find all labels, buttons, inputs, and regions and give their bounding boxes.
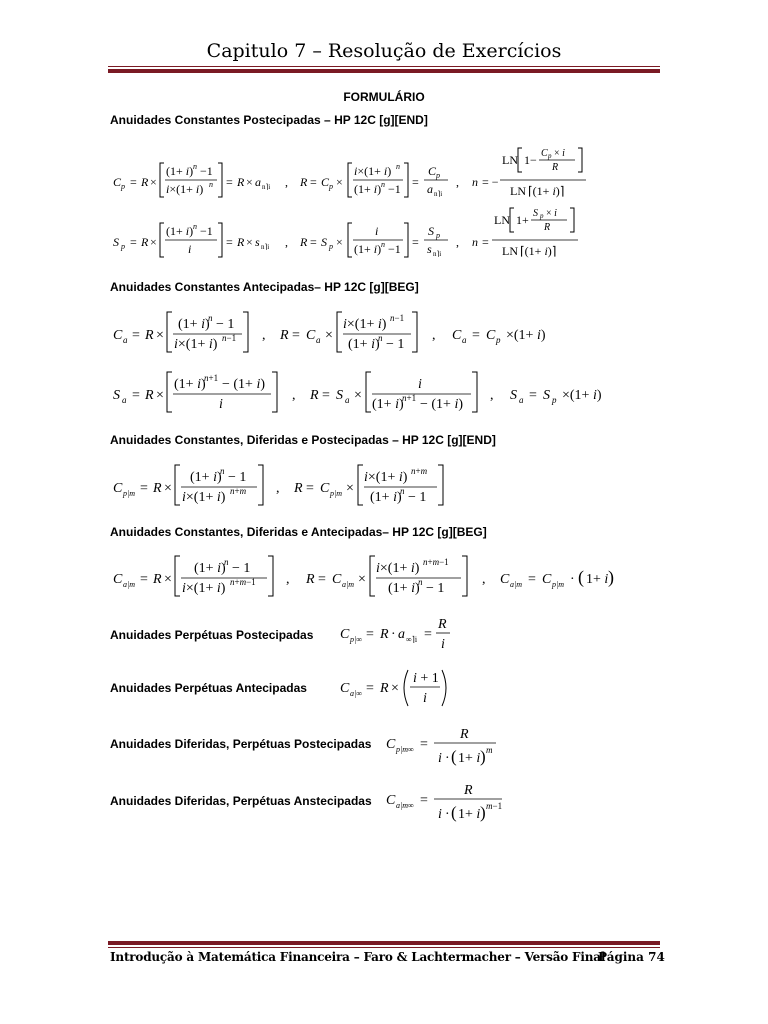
svg-text:×: × xyxy=(156,328,164,343)
svg-text:=: = xyxy=(132,328,140,343)
svg-text:1−: 1− xyxy=(524,153,537,167)
svg-text:R: R xyxy=(141,235,149,249)
svg-text:R: R xyxy=(306,572,315,587)
svg-text:n+m−1: n+m−1 xyxy=(423,557,449,567)
svg-text:,: , xyxy=(456,175,459,189)
header-rule-thick xyxy=(108,69,660,73)
formula-antecipadas-present-value xyxy=(110,308,670,358)
svg-text:LN: LN xyxy=(510,184,526,198)
svg-text:R: R xyxy=(141,175,149,189)
svg-text:=: = xyxy=(420,793,428,808)
svg-text:i×(1+ i): i×(1+ i) xyxy=(182,490,226,505)
svg-text:R: R xyxy=(237,235,245,249)
svg-text:− 1: − 1 xyxy=(216,317,235,332)
svg-text:n: n xyxy=(209,180,213,189)
svg-text:R: R xyxy=(460,727,469,742)
svg-text:C: C xyxy=(386,793,396,808)
svg-text:C: C xyxy=(340,681,350,696)
svg-text:p: p xyxy=(329,242,333,251)
svg-text:×: × xyxy=(358,572,366,587)
section-antecipadas: Anuidades Constantes Antecipadas– HP 12C [g][BEG] xyxy=(110,280,419,294)
svg-text:n: n xyxy=(472,235,478,249)
svg-text:=: = xyxy=(306,481,314,496)
svg-text:n: n xyxy=(193,162,197,171)
svg-text:(1+ i): (1+ i) xyxy=(372,397,404,412)
svg-text:,: , xyxy=(482,572,486,587)
svg-text:S: S xyxy=(533,208,538,219)
svg-text:a|m∞: a|m∞ xyxy=(396,801,414,810)
svg-text:− (1+ i): − (1+ i) xyxy=(420,397,464,412)
svg-text:C: C xyxy=(500,572,510,587)
svg-text:=: = xyxy=(226,175,233,189)
svg-text:−1: −1 xyxy=(388,242,401,256)
svg-text:(1+ i): (1+ i) xyxy=(354,182,382,196)
svg-text:=: = xyxy=(482,235,489,249)
svg-text:×(1+ i): ×(1+ i) xyxy=(562,388,602,403)
svg-text:R: R xyxy=(153,481,162,496)
formula-perpetuas-antecipadas xyxy=(338,666,478,710)
svg-text:(: ( xyxy=(578,567,584,587)
svg-text:(: ( xyxy=(451,803,457,822)
svg-text:(1+ i): (1+ i) xyxy=(370,490,402,505)
svg-text:a: a xyxy=(462,335,467,345)
svg-text:C: C xyxy=(340,627,350,642)
svg-text:s: s xyxy=(427,242,432,256)
svg-text:,: , xyxy=(432,328,436,343)
svg-text:× i: × i xyxy=(546,208,557,219)
svg-text:n+1: n+1 xyxy=(204,373,219,383)
svg-text:= −: = − xyxy=(482,175,499,189)
svg-text:=: = xyxy=(412,175,419,189)
formula-diferidas-perpetuas-antecipadas xyxy=(384,778,534,826)
svg-text:C: C xyxy=(321,175,330,189)
svg-text:p: p xyxy=(496,335,501,345)
svg-text:n: n xyxy=(400,486,405,496)
svg-text:a|m: a|m xyxy=(342,580,354,589)
svg-text:a: a xyxy=(398,627,405,642)
svg-text:C: C xyxy=(386,737,396,752)
section-diferidas-antecipadas: Anuidades Constantes, Diferidas e Antecipadas– HP 12C [g][BEG] xyxy=(110,525,487,539)
svg-text:i×(1+ i): i×(1+ i) xyxy=(166,182,204,196)
svg-text:n: n xyxy=(418,577,423,587)
svg-text:,: , xyxy=(276,481,280,496)
svg-text:(1+ i): (1+ i) xyxy=(194,561,226,576)
svg-text:i×(1+ i): i×(1+ i) xyxy=(364,470,408,485)
svg-text:=: = xyxy=(424,627,432,642)
svg-text:·: · xyxy=(445,807,450,822)
svg-text:p: p xyxy=(552,395,557,405)
svg-text:(: ( xyxy=(451,747,457,766)
svg-text:n+m−1: n+m−1 xyxy=(230,577,256,587)
svg-text:,: , xyxy=(285,235,288,249)
footer-rule-thick xyxy=(108,941,660,945)
svg-text:×: × xyxy=(246,235,253,249)
svg-text:C: C xyxy=(452,328,462,343)
svg-text:LN: LN xyxy=(494,213,510,227)
svg-text:⌈(1+ i)⌉: ⌈(1+ i)⌉ xyxy=(528,184,565,198)
svg-text:(1+ i): (1+ i) xyxy=(166,164,194,178)
svg-text:×: × xyxy=(336,175,343,189)
svg-text:p|m∞: p|m∞ xyxy=(396,745,414,754)
svg-text:i: i xyxy=(188,242,192,256)
svg-text:,: , xyxy=(262,328,266,343)
section-diferidas-perpetuas-antecipadas: Anuidades Diferidas, Perpétuas Anstecipadas xyxy=(110,794,372,808)
section-perpetuas-postecipadas: Anuidades Perpétuas Postecipadas xyxy=(110,628,314,642)
svg-text:n: n xyxy=(220,466,225,476)
section-diferidas-postecipadas: Anuidades Constantes, Diferidas e Postecipadas – HP 12C [g][END] xyxy=(110,433,496,447)
svg-text:=: = xyxy=(130,235,137,249)
svg-text:C: C xyxy=(332,572,342,587)
svg-text:·: · xyxy=(445,751,450,766)
svg-text:n+m: n+m xyxy=(230,486,247,496)
svg-text:n−1: n−1 xyxy=(222,333,237,343)
svg-text:S: S xyxy=(321,235,327,249)
formula-diferidas-perpetuas-postecipadas xyxy=(384,722,524,770)
svg-text:LN: LN xyxy=(502,244,518,258)
footer-book-title: Introdução à Matemática Financeira – Faro & Lachtermacher – Versão Final xyxy=(110,950,606,964)
svg-text:=: = xyxy=(140,481,148,496)
svg-text:(1+ i): (1+ i) xyxy=(174,377,206,392)
svg-text:(1+ i): (1+ i) xyxy=(348,337,380,352)
svg-text:=: = xyxy=(132,388,140,403)
svg-text:n: n xyxy=(381,240,385,249)
svg-text:∞⌉i: ∞⌉i xyxy=(406,635,418,644)
svg-text:n+1: n+1 xyxy=(402,393,417,403)
svg-text:×: × xyxy=(150,175,157,189)
svg-text:C: C xyxy=(428,164,437,178)
svg-text:n: n xyxy=(193,222,197,231)
svg-text:i×(1+ i): i×(1+ i) xyxy=(174,337,218,352)
svg-text:a|m: a|m xyxy=(510,580,522,589)
svg-text:LN: LN xyxy=(502,153,518,167)
svg-text:×: × xyxy=(336,235,343,249)
svg-text:=: = xyxy=(472,328,480,343)
svg-text:C: C xyxy=(306,328,316,343)
svg-text:i: i xyxy=(438,751,442,766)
svg-text:): ) xyxy=(480,803,486,822)
svg-text:(1+ i): (1+ i) xyxy=(190,470,222,485)
svg-text:=: = xyxy=(420,737,428,752)
svg-text:i + 1: i + 1 xyxy=(413,671,439,686)
svg-text:a: a xyxy=(345,395,350,405)
svg-text:−1: −1 xyxy=(200,224,213,238)
svg-text:p|m: p|m xyxy=(123,489,135,498)
svg-text:R: R xyxy=(300,235,308,249)
svg-text:): ) xyxy=(480,747,486,766)
svg-text:S: S xyxy=(510,388,517,403)
svg-text:a: a xyxy=(255,175,261,189)
svg-text:R: R xyxy=(153,572,162,587)
svg-text:=: = xyxy=(366,627,374,642)
svg-text:1+ i: 1+ i xyxy=(458,751,481,766)
svg-text:×: × xyxy=(346,481,354,496)
svg-text:R: R xyxy=(464,783,473,798)
svg-text:(1+ i): (1+ i) xyxy=(166,224,194,238)
svg-text:×: × xyxy=(325,328,333,343)
svg-text:S: S xyxy=(113,388,120,403)
section-postecipadas: Anuidades Constantes Postecipadas – HP 12C [g][END] xyxy=(110,113,428,127)
svg-text:×: × xyxy=(156,388,164,403)
formula-postecipadas-future-value xyxy=(110,204,670,266)
svg-text:n⌉i: n⌉i xyxy=(433,250,442,258)
svg-text:=: = xyxy=(322,388,330,403)
svg-text:a: a xyxy=(519,395,524,405)
svg-text:×: × xyxy=(246,175,253,189)
svg-text:C: C xyxy=(542,572,552,587)
svg-text:·: · xyxy=(570,572,575,587)
svg-text:n: n xyxy=(208,313,213,323)
svg-text:p|m: p|m xyxy=(552,580,564,589)
svg-text:R: R xyxy=(280,328,289,343)
svg-text:i×(1+ i): i×(1+ i) xyxy=(354,164,392,178)
svg-text:C: C xyxy=(113,481,123,496)
svg-text:1+ i: 1+ i xyxy=(458,807,481,822)
svg-text:n⌉i: n⌉i xyxy=(434,190,443,198)
svg-text:i: i xyxy=(423,691,427,706)
formula-antecipadas-future-value xyxy=(110,368,670,418)
svg-text:a: a xyxy=(123,335,128,345)
svg-text:S: S xyxy=(336,388,343,403)
svg-text:n: n xyxy=(378,333,383,343)
svg-text:C: C xyxy=(486,328,496,343)
svg-text:i: i xyxy=(219,397,223,412)
svg-text:,: , xyxy=(286,572,290,587)
svg-text:): ) xyxy=(608,567,614,587)
svg-text:R: R xyxy=(552,162,559,173)
svg-text:R: R xyxy=(300,175,308,189)
svg-text:=: = xyxy=(528,572,536,587)
svg-text:− 1: − 1 xyxy=(408,490,427,505)
svg-text:− 1: − 1 xyxy=(232,561,251,576)
svg-text:=: = xyxy=(226,235,233,249)
svg-text:i×(1+ i): i×(1+ i) xyxy=(182,581,226,596)
formula-perpetuas-postecipadas xyxy=(338,612,478,656)
svg-text:,: , xyxy=(456,235,459,249)
svg-text:,: , xyxy=(285,175,288,189)
svg-text:R: R xyxy=(310,388,319,403)
formulario-heading: FORMULÁRIO xyxy=(343,90,425,104)
svg-text:S: S xyxy=(543,388,550,403)
svg-text:=: = xyxy=(366,681,374,696)
svg-text:,: , xyxy=(292,388,296,403)
svg-text:×: × xyxy=(164,572,172,587)
svg-text:n+m: n+m xyxy=(411,466,428,476)
svg-text:i: i xyxy=(375,224,379,238)
svg-text:i×(1+ i): i×(1+ i) xyxy=(343,317,387,332)
svg-text:a: a xyxy=(316,335,321,345)
svg-text:C: C xyxy=(320,481,330,496)
svg-text:C: C xyxy=(541,148,548,159)
svg-text:p: p xyxy=(436,231,440,240)
svg-text:− (1+ i): − (1+ i) xyxy=(222,377,266,392)
section-perpetuas-antecipadas: Anuidades Perpétuas Antecipadas xyxy=(110,681,307,695)
svg-text:⌈(1+ i)⌉: ⌈(1+ i)⌉ xyxy=(520,244,557,258)
svg-text:R: R xyxy=(145,388,154,403)
svg-text:=: = xyxy=(529,388,537,403)
svg-text:×: × xyxy=(354,388,362,403)
svg-text:m: m xyxy=(486,745,493,755)
svg-text:−1: −1 xyxy=(200,164,213,178)
svg-text:1+ i: 1+ i xyxy=(586,572,609,587)
svg-text:=: = xyxy=(130,175,137,189)
svg-text:(1+ i): (1+ i) xyxy=(354,242,382,256)
svg-text:n: n xyxy=(224,557,229,567)
formula-diferidas-antecipadas xyxy=(110,552,670,602)
svg-text:i: i xyxy=(418,377,422,392)
svg-text:×: × xyxy=(164,481,172,496)
svg-text:·: · xyxy=(391,627,396,642)
svg-text:=: = xyxy=(140,572,148,587)
svg-text:R: R xyxy=(145,328,154,343)
svg-text:p: p xyxy=(540,212,544,220)
svg-text:a|m: a|m xyxy=(123,580,135,589)
svg-text:p|∞: p|∞ xyxy=(350,635,362,644)
svg-text:=: = xyxy=(292,328,300,343)
svg-text:n⌉i: n⌉i xyxy=(261,243,270,251)
svg-text:×: × xyxy=(391,681,399,696)
svg-text:×(1+ i): ×(1+ i) xyxy=(506,328,546,343)
svg-text:C: C xyxy=(113,328,123,343)
svg-text:×: × xyxy=(150,235,157,249)
chapter-title: Capitulo 7 – Resolução de Exercícios xyxy=(206,40,562,62)
section-diferidas-perpetuas-postecipadas: Anuidades Diferidas, Perpétuas Postecipadas xyxy=(110,737,372,751)
svg-text:s: s xyxy=(255,235,260,249)
svg-text:− 1: − 1 xyxy=(386,337,405,352)
svg-text:p: p xyxy=(121,242,125,251)
header-rule-thin xyxy=(108,66,660,67)
svg-text:− 1: − 1 xyxy=(228,470,247,485)
svg-text:p: p xyxy=(548,152,552,160)
page-number: Página 74 xyxy=(598,950,665,964)
svg-text:=: = xyxy=(310,235,317,249)
svg-text:n: n xyxy=(381,180,385,189)
svg-text:i×(1+ i): i×(1+ i) xyxy=(376,561,420,576)
svg-text:=: = xyxy=(318,572,326,587)
svg-text:n⌉i: n⌉i xyxy=(262,183,271,191)
footer-rule-thin xyxy=(108,947,660,948)
svg-text:m−1: m−1 xyxy=(486,801,503,811)
svg-text:S: S xyxy=(428,224,434,238)
svg-text:R: R xyxy=(380,627,389,642)
svg-text:(1+ i): (1+ i) xyxy=(388,581,420,596)
svg-text:R: R xyxy=(380,681,389,696)
svg-text:− 1: − 1 xyxy=(426,581,445,596)
svg-text:× i: × i xyxy=(554,148,565,159)
svg-text:p: p xyxy=(329,182,333,191)
svg-text:R: R xyxy=(438,617,447,632)
svg-text:1+: 1+ xyxy=(516,213,529,227)
svg-text:R: R xyxy=(294,481,303,496)
svg-text:C: C xyxy=(113,572,123,587)
svg-text:a|∞: a|∞ xyxy=(350,689,362,698)
svg-text:(1+ i): (1+ i) xyxy=(178,317,210,332)
svg-text:p: p xyxy=(436,171,440,180)
svg-text:i: i xyxy=(438,807,442,822)
svg-text:=: = xyxy=(412,235,419,249)
svg-text:a: a xyxy=(122,395,127,405)
formula-diferidas-postecipadas xyxy=(110,461,670,511)
svg-text:n: n xyxy=(472,175,478,189)
svg-text:S: S xyxy=(113,235,119,249)
svg-text:−1: −1 xyxy=(388,182,401,196)
svg-text:R: R xyxy=(237,175,245,189)
svg-text:i: i xyxy=(441,637,445,652)
svg-text:,: , xyxy=(490,388,494,403)
svg-text:n−1: n−1 xyxy=(390,313,405,323)
svg-text:C: C xyxy=(113,175,122,189)
svg-text:R: R xyxy=(544,222,551,233)
svg-text:p: p xyxy=(121,182,125,191)
svg-text:p|m: p|m xyxy=(330,489,342,498)
formula-postecipadas-present-value xyxy=(110,142,670,204)
svg-text:a: a xyxy=(427,182,433,196)
svg-text:=: = xyxy=(310,175,317,189)
svg-text:n: n xyxy=(396,162,400,171)
